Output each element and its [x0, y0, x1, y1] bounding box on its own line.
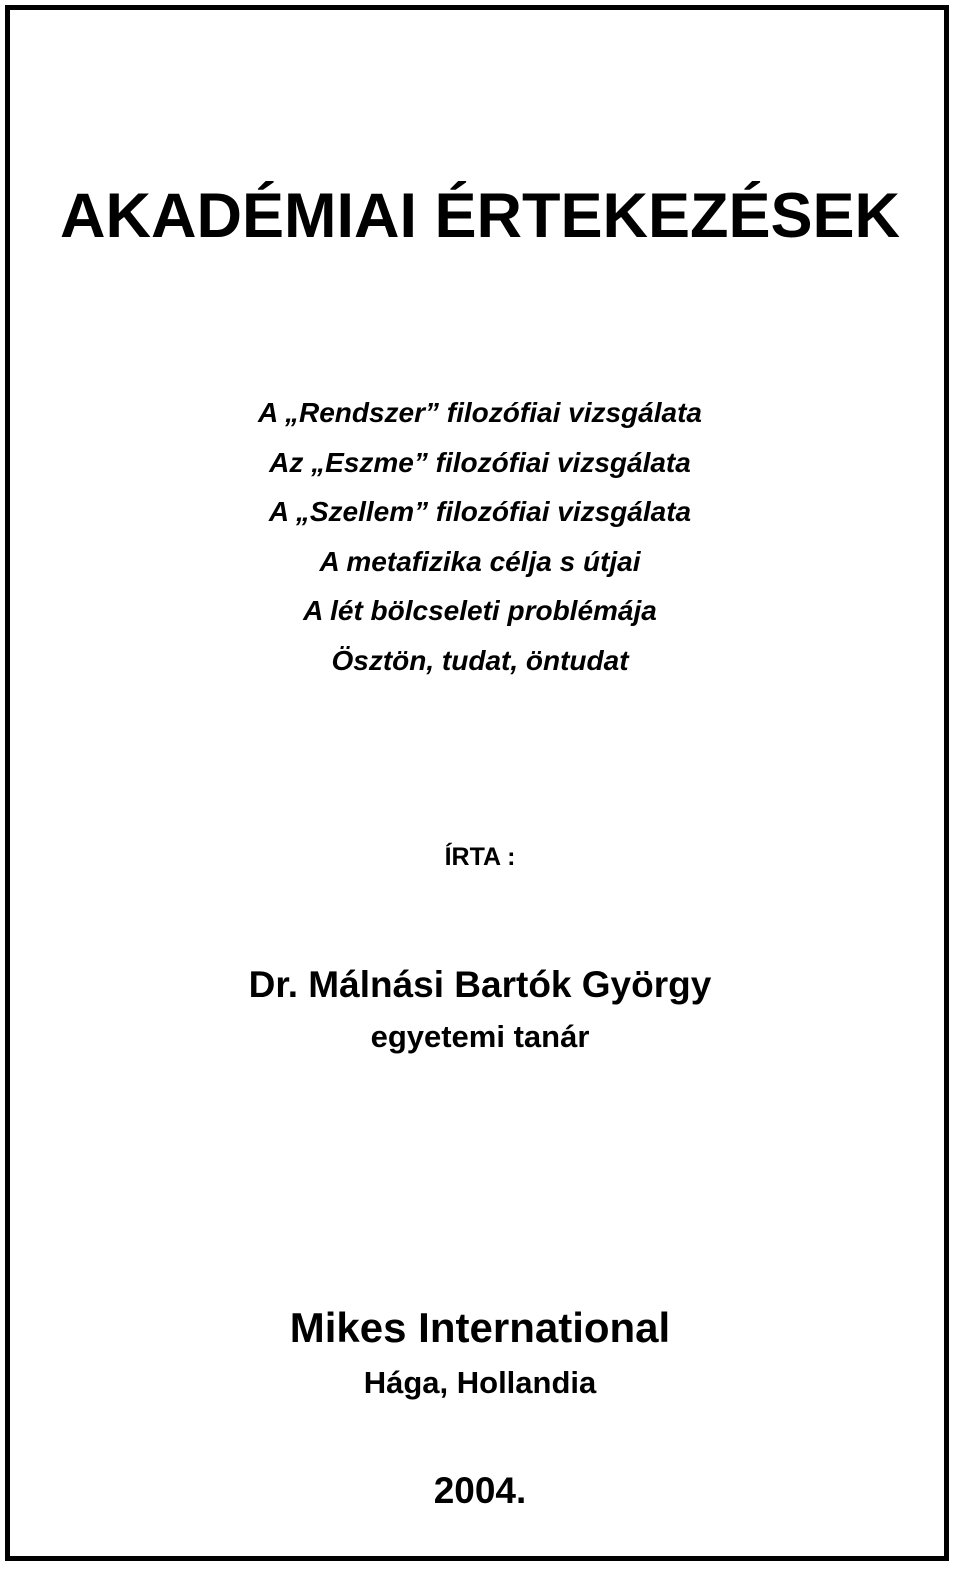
- work-title: A „Szellem” filozófiai vizsgálata: [268, 496, 692, 527]
- publication-year: 2004.: [433, 1470, 527, 1511]
- publisher-name: Mikes International: [289, 1304, 671, 1351]
- author-name: Dr. Málnási Bartók György: [248, 964, 712, 1005]
- publisher-place: Hága, Hollandia: [363, 1365, 597, 1400]
- work-title: A metafizika célja s útjai: [319, 545, 641, 577]
- work-title: A lét bölcseleti problémája: [303, 595, 657, 626]
- work-title: Az „Eszme” filozófiai vizsgálata: [269, 446, 691, 478]
- works-list: [0, 388, 960, 685]
- work-title: A „Rendszer” filozófiai vizsgálata: [258, 397, 702, 428]
- work-title: Ösztön, tudat, öntudat: [331, 644, 629, 676]
- series-title: AKADÉMIAI ÉRTEKEZÉSEK: [59, 181, 901, 251]
- written-by-label: ÍRTA :: [444, 843, 516, 871]
- author-title: egyetemi tanár: [370, 1019, 590, 1054]
